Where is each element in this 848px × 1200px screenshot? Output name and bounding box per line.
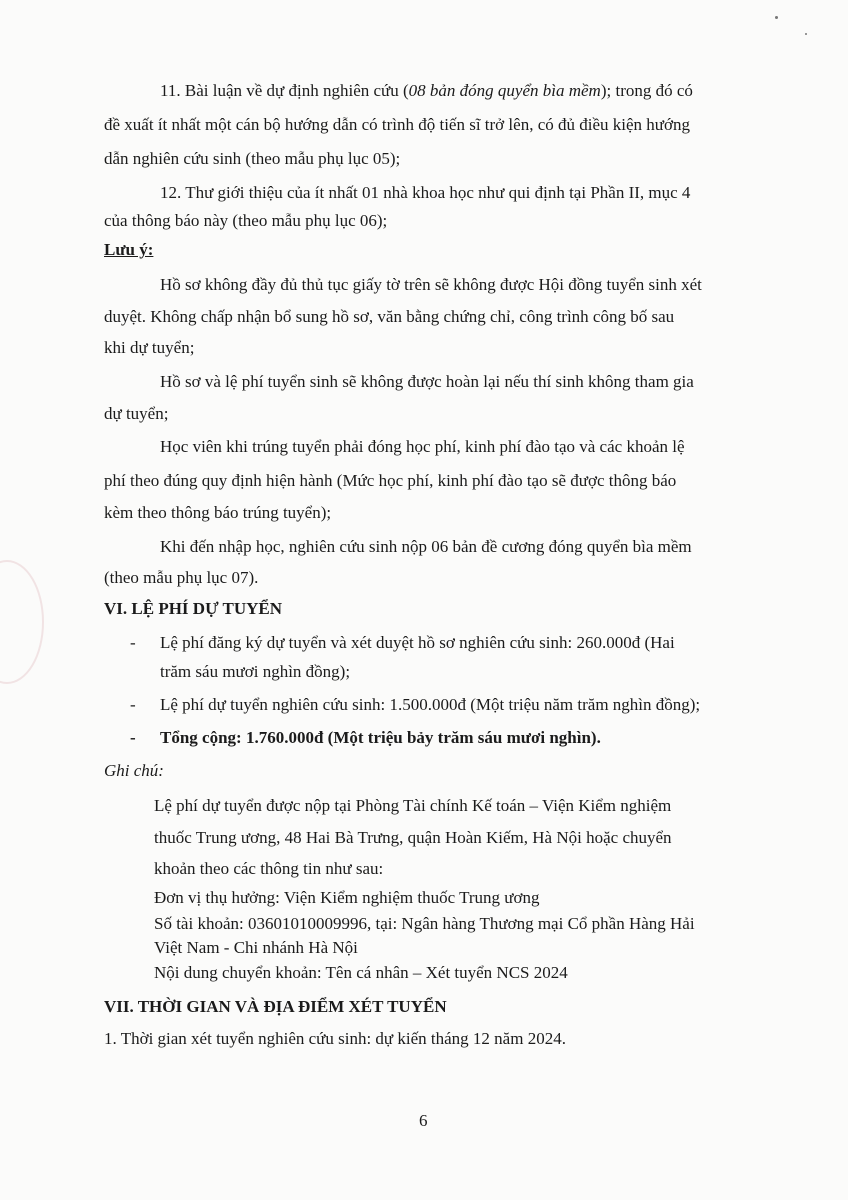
item-11-line-2: đề xuất ít nhất một cán bộ hướng dẫn có trình độ tiến sĩ trở lên, có đủ điều kiện hướng <box>104 115 690 134</box>
fee-item-1-line-1: Lệ phí đăng ký dự tuyển và xét duyệt hồ sơ nghiên cứu sinh: 260.000đ (Hai <box>160 633 675 652</box>
transfer-content: Nội dung chuyển khoản: Tên cá nhân – Xét tuyển NCS 2024 <box>154 963 568 982</box>
note-para-3-line-3: kèm theo thông báo trúng tuyển); <box>104 503 332 522</box>
bullet-dash: - <box>130 695 136 714</box>
note-para-1-line-3: khi dự tuyển; <box>104 338 195 357</box>
beneficiary: Đơn vị thụ hưởng: Viện Kiểm nghiệm thuốc Trung ương <box>154 888 540 907</box>
item-12-line-1: 12. Thư giới thiệu của ít nhất 01 nhà khoa học như qui định tại Phần II, mục 4 <box>160 183 691 202</box>
note-heading: Lưu ý: <box>104 240 154 259</box>
page-number: 6 <box>419 1111 428 1130</box>
item-12-line-2: của thông báo này (theo mẫu phụ lục 06); <box>104 211 388 230</box>
note-para-4-line-1: Khi đến nhập học, nghiên cứu sinh nộp 06 bản đề cương đóng quyển bìa mềm <box>160 537 692 556</box>
section-7-heading: VII. THỜI GIAN VÀ ĐỊA ĐIỂM XÉT TUYỂN <box>104 997 447 1016</box>
bullet-dash: - <box>130 728 136 747</box>
note-para-2-line-1: Hồ sơ và lệ phí tuyển sinh sẽ không được hoàn lại nếu thí sinh không tham gia <box>160 372 694 391</box>
remark-label: Ghi chú: <box>104 761 164 780</box>
remark-line-1: Lệ phí dự tuyển được nộp tại Phòng Tài chính Kế toán – Viện Kiểm nghiệm <box>154 796 672 815</box>
faint-stamp-mark <box>0 560 44 684</box>
remark-line-3: khoản theo các thông tin như sau: <box>154 859 384 878</box>
scan-speck <box>805 33 807 35</box>
fee-total: Tổng cộng: 1.760.000đ (Một triệu bảy trăm sáu mươi nghìn). <box>160 728 601 747</box>
note-para-1-line-1: Hồ sơ không đầy đủ thủ tục giấy tờ trên sẽ không được Hội đồng tuyển sinh xét <box>160 275 702 294</box>
bullet-dash: - <box>130 633 136 652</box>
section-6-heading: VI. LỆ PHÍ DỰ TUYỂN <box>104 599 283 618</box>
fee-item-1-line-2: trăm sáu mươi nghìn đồng); <box>160 662 351 681</box>
item-11-line-3: dẫn nghiên cứu sinh (theo mẫu phụ lục 05); <box>104 149 401 168</box>
item-11-line-1: 11. Bài luận về dự định nghiên cứu (08 bản đóng quyển bìa mềm); trong đó có <box>160 81 693 100</box>
note-para-4-line-2: (theo mẫu phụ lục 07). <box>104 568 259 587</box>
scan-speck <box>775 16 778 19</box>
bank-branch: Việt Nam - Chi nhánh Hà Nội <box>154 938 358 957</box>
fee-item-2: Lệ phí dự tuyển nghiên cứu sinh: 1.500.000đ (Một triệu năm trăm nghìn đồng); <box>160 695 701 714</box>
note-para-3-line-2: phí theo đúng quy định hiện hành (Mức học phí, kinh phí đào tạo sẽ được thông báo <box>104 471 677 490</box>
account-number: Số tài khoản: 03601010009996, tại: Ngân hàng Thương mại Cổ phần Hàng Hải <box>154 914 695 933</box>
note-para-3-line-1: Học viên khi trúng tuyển phải đóng học phí, kinh phí đào tạo và các khoản lệ <box>160 437 685 456</box>
remark-line-2: thuốc Trung ương, 48 Hai Bà Trưng, quận Hoàn Kiếm, Hà Nội hoặc chuyển <box>154 828 672 847</box>
note-para-1-line-2: duyệt. Không chấp nhận bổ sung hồ sơ, văn bằng chứng chỉ, công trình công bố sau <box>104 307 675 326</box>
section-7-item-1: 1. Thời gian xét tuyển nghiên cứu sinh: dự kiến tháng 12 năm 2024. <box>104 1029 566 1048</box>
note-para-2-line-2: dự tuyển; <box>104 404 169 423</box>
